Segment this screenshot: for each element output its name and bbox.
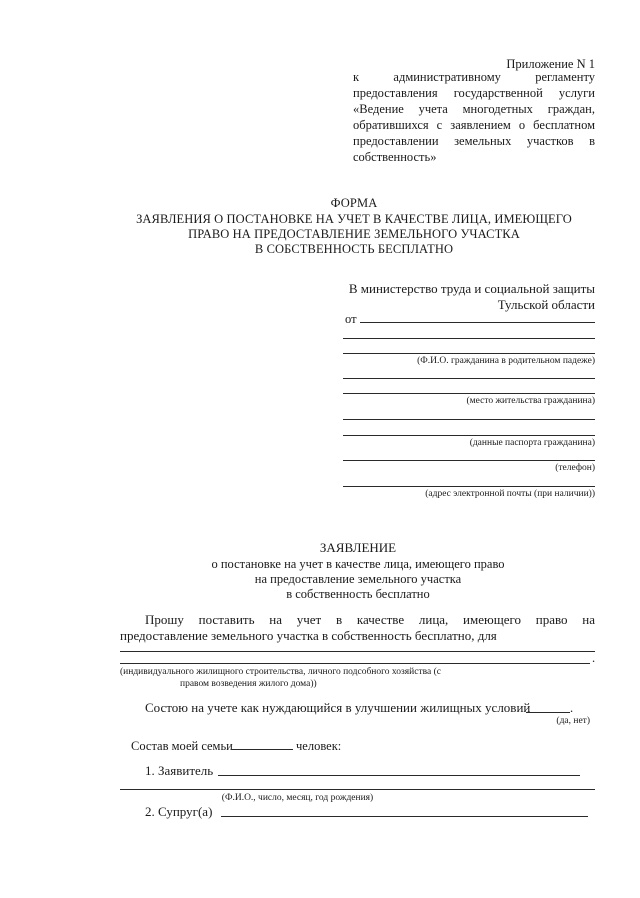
purpose-hint-line-2: правом возведения жилого дома)) [180,679,317,689]
appendix-line-5: предоставлении земельных участков в [353,134,595,148]
family-prefix: Состав моей семьи [131,739,233,753]
appendix-title: Приложение N 1 [506,57,595,71]
fio-field-line-1[interactable] [360,322,595,323]
appendix-line-1: к административному регламенту [353,70,595,84]
statement-title: ЗАЯВЛЕНИЕ [319,540,397,555]
member-1-label: 1. Заявитель [145,763,214,778]
appendix-line-3: «Ведение учета многодетных граждан, [353,102,595,116]
statement-subtitle-line-3: в собственность бесплатно [286,587,430,601]
purpose-end-dot: . [592,651,596,665]
form-title-line-3: В СОБСТВЕННОСТЬ БЕСПЛАТНО [254,242,454,256]
request-line-2: предоставление земельного участка в собственность бесплатно, для [120,628,497,643]
housing-text: Состою на учете как нуждающийся в улучшении жилищных условий [145,700,531,715]
family-count-line[interactable] [231,749,293,750]
member-1-field-line-1[interactable] [218,775,580,776]
purpose-field-line-2[interactable] [120,663,590,664]
statement-subtitle-line-2: на предоставление земельного участка [254,572,462,586]
member-hint: (Ф.И.О., число, месяц, год рождения) [221,793,374,803]
addressee-line-1: В министерство труда и социальной защиты [348,281,595,296]
housing-end-dot: . [570,701,574,715]
addressee-line-2: Тульской области [497,297,595,312]
housing-hint: (да, нет) [556,716,590,726]
purpose-hint-line-1: (индивидуального жилищного строительства, личного подсобного хозяйства (с [120,667,441,677]
statement-subtitle-line-1: о постановке на учет в качестве лица, имеющего право [211,557,505,571]
appendix-line-6: собственность» [353,150,437,164]
appendix-line-4: обратившихся с заявлением о бесплатном [353,118,595,132]
form-title-line-2: ПРАВО НА ПРЕДОСТАВЛЕНИЕ ЗЕМЕЛЬНОГО УЧАСТКА [188,227,520,241]
from-label: от [345,312,357,326]
passport-field-line-2[interactable] [343,435,595,436]
phone-field-line[interactable] [343,460,595,461]
appendix-line-2: предоставления государственной услуги [353,86,595,100]
phone-hint: (телефон) [555,463,595,473]
residence-field-line-2[interactable] [343,393,595,394]
member-2-label: 2. Супруг(а) [145,804,213,819]
form-label: ФОРМА [330,196,378,210]
housing-answer-line[interactable] [526,712,570,713]
request-line-1: Прошу поставить на учет в качестве лица, имеющего право на [145,612,595,627]
passport-field-line-1[interactable] [343,419,595,420]
email-field-line[interactable] [343,486,595,487]
residence-hint: (место жительства гражданина) [466,396,595,406]
email-hint: (адрес электронной почты (при наличии)) [425,489,595,499]
member-1-field-line-2[interactable] [120,789,595,790]
passport-hint: (данные паспорта гражданина) [469,438,595,448]
fio-field-line-2[interactable] [343,338,595,339]
form-title-line-1: ЗАЯВЛЕНИЯ О ПОСТАНОВКЕ НА УЧЕТ В КАЧЕСТВЕ ЛИЦА, ИМЕЮЩЕГО [136,212,572,226]
member-2-field-line[interactable] [221,816,588,817]
residence-field-line-1[interactable] [343,378,595,379]
fio-field-line-3[interactable] [343,353,595,354]
family-suffix: человек: [296,739,342,753]
fio-hint: (Ф.И.О. гражданина в родительном падеже) [417,356,595,366]
purpose-field-line-1[interactable] [120,651,595,652]
